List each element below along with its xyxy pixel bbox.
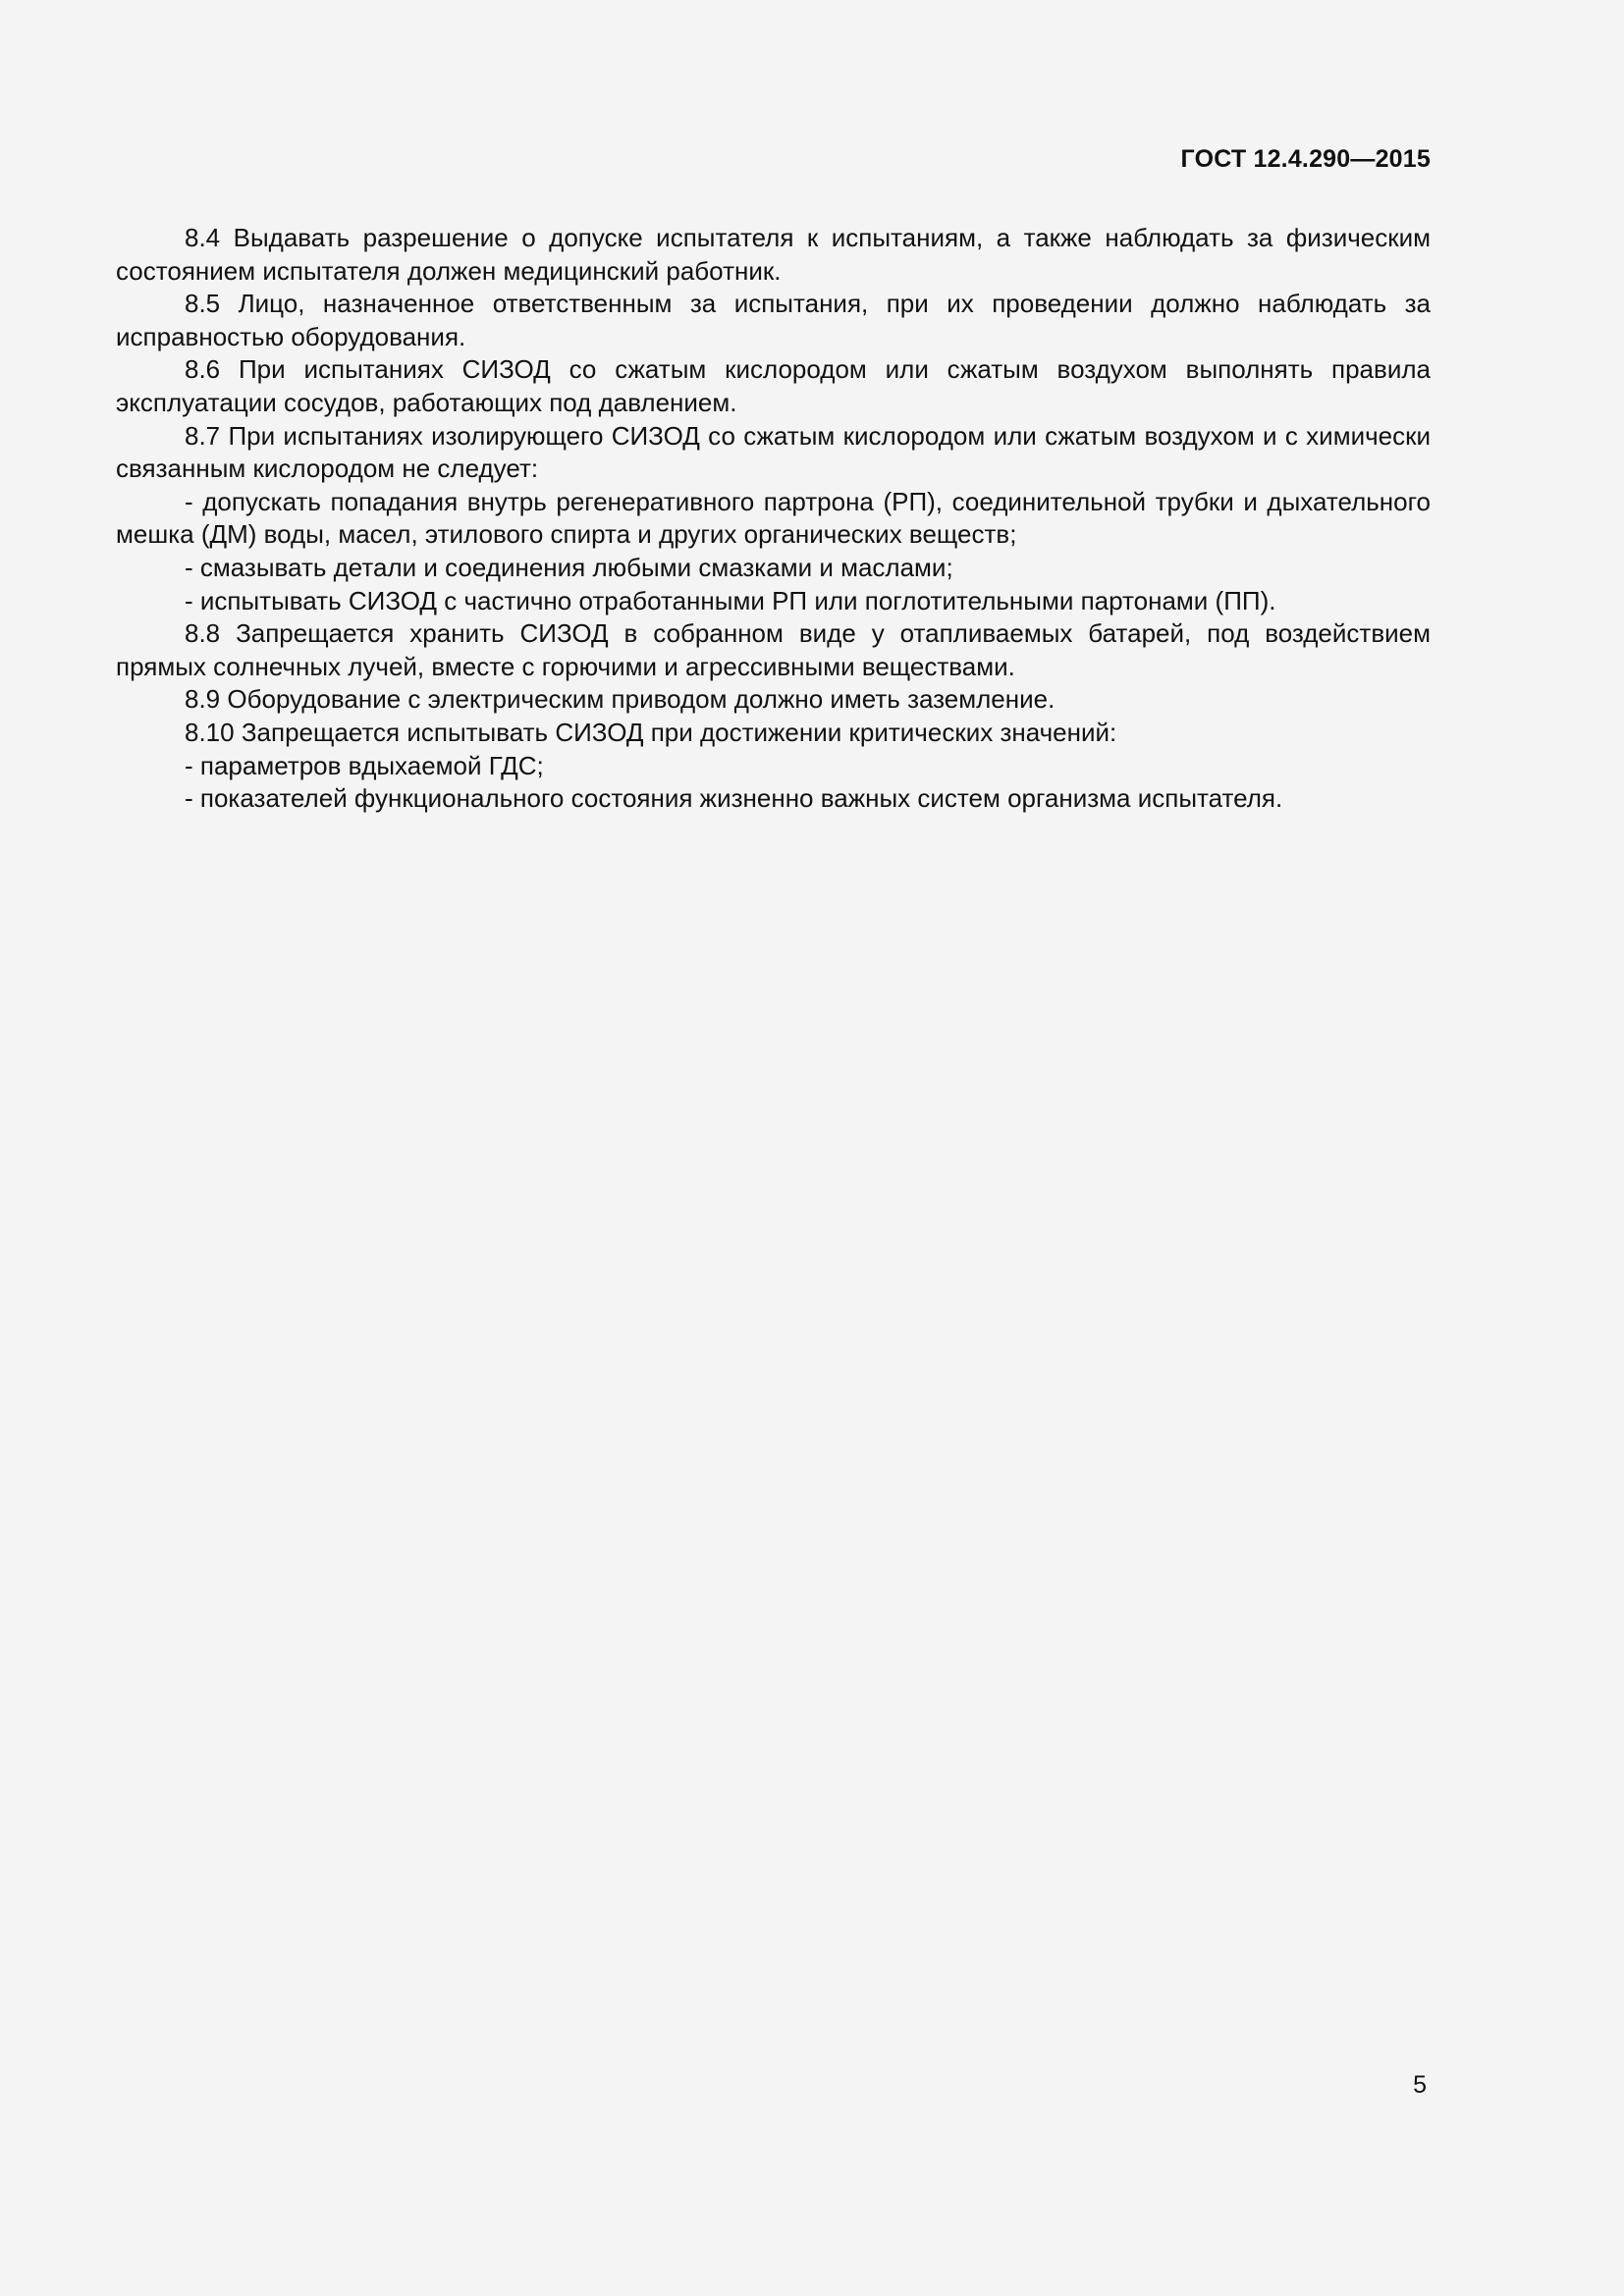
body-text [116, 222, 1431, 816]
list-item: - смазывать детали и соединения любыми смазками и маслами; [185, 552, 953, 582]
paragraph-8-7: 8.7 При испытаниях изолирующего СИЗОД со сжатым кислородом или сжатым воздухом и с химически связанным кислородом не следует: [116, 420, 1431, 484]
page-number: 5 [1413, 2071, 1427, 2099]
paragraph-8-10: 8.10 Запрещается испытывать СИЗОД при достижении критических значений: [185, 717, 1117, 747]
paragraph-8-6: 8.6 При испытаниях СИЗОД со сжатым кислородом или сжатым воздухом выполнять правила эксплуатации сосудов, работающих под давлением. [116, 354, 1431, 417]
paragraph-8-4: 8.4 Выдавать разрешение о допуске испытателя к испытаниям, а также наблюдать за физическим состоянием испытателя должен медицинский работник. [116, 223, 1431, 286]
paragraph-8-9: 8.9 Оборудование с электрическим приводом должно иметь заземление. [185, 684, 1056, 715]
list-item: - допускать попадания внутрь регенеративного партрона (РП), соединительной трубки и дыхательного мешка (ДМ) воды, масел, этилового спирта и других органических веществ; [116, 486, 1431, 550]
document-header: ГОСТ 12.4.290—2015 [1180, 145, 1431, 173]
paragraph-8-8: 8.8 Запрещается хранить СИЗОД в собранном виде у отапливаемых батарей, под воздействием прямых солнечных лучей, вместе с горючими и агрессивными веществами. [116, 618, 1431, 681]
paragraph-8-5: 8.5 Лицо, назначенное ответственным за испытания, при их проведении должно наблюдать за исправностью оборудования. [116, 289, 1431, 351]
list-item: - параметров вдыхаемой ГДС; [185, 750, 544, 780]
list-item: - показателей функционального состояния жизненно важных систем организма испытателя. [185, 783, 1283, 814]
list-item: - испытывать СИЗОД с частично отработанными РП или поглотительными партонами (ПП). [185, 585, 1276, 615]
